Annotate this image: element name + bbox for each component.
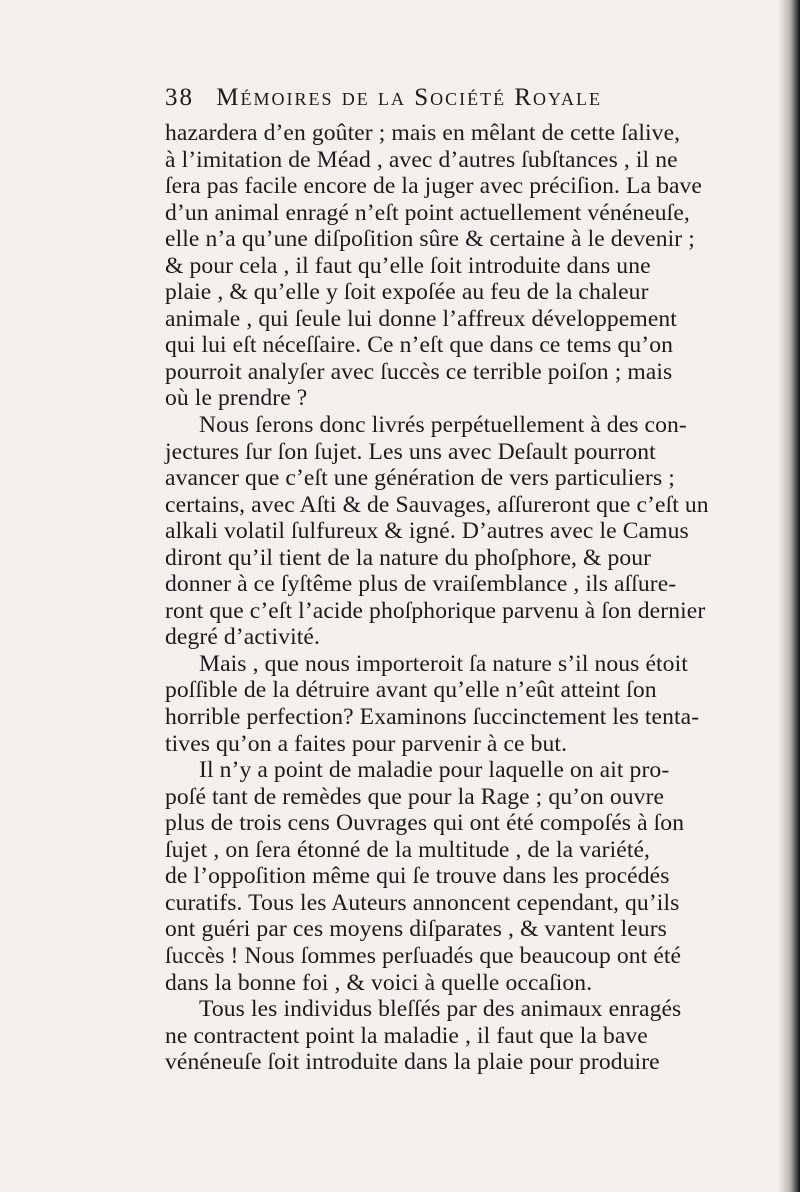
text-line: ſera pas facile encore de la juger avec préciſion. La bave xyxy=(165,173,703,200)
text-line: Tous les individus bleſſés par des animaux enragés xyxy=(199,996,682,1023)
page-edge-shadow xyxy=(778,0,800,1192)
text-line: pourroit analyſer avec ſuccès ce terrible poiſon ; mais xyxy=(165,358,673,385)
text-line: avancer que c’eſt une génération de vers particuliers ; xyxy=(165,465,675,492)
text-line: Mais , que nous importeroit ſa nature s’il nous étoit xyxy=(199,650,688,677)
running-title: Mémoires de la Société Royale xyxy=(216,84,603,111)
text-line: poſſible de la détruire avant qu’elle n’eût atteint ſon xyxy=(165,677,657,704)
text-line: alkali volatil ſulfureux & igné. D’autres avec le Camus xyxy=(165,518,689,545)
text-line: degré d’activité. xyxy=(165,624,320,651)
text-line: ont guéri par ces moyens diſparates , & vantent leurs xyxy=(165,916,667,943)
text-line: d’un animal enragé n’eſt point actuellement vénéneuſe, xyxy=(165,199,690,226)
text-line: certains, avec Aſti & de Sauvages, aſſureront que c’eſt un xyxy=(165,491,709,518)
text-line: poſé tant de remèdes que pour la Rage ; qu’on ouvre xyxy=(165,783,665,810)
text-line: Nous ſerons donc livrés perpétuellement à des con- xyxy=(199,412,687,439)
text-line: diront qu’il tient de la nature du phoſphore, & pour xyxy=(165,544,652,571)
text-line: vénéneuſe ſoit introduite dans la plaie pour produire xyxy=(165,1049,660,1076)
running-header xyxy=(165,84,725,112)
text-line: animale , qui ſeule lui donne l’affreux développement xyxy=(165,305,677,332)
text-line: tives qu’on a faites pour parvenir à ce but. xyxy=(165,730,568,757)
text-line: & pour cela , il faut qu’elle ſoit introduite dans une xyxy=(165,252,651,279)
text-line: ne contractent point la maladie , il faut que la bave xyxy=(165,1022,648,1049)
page-number: 38 xyxy=(165,84,194,111)
text-line: Il n’y a point de maladie pour laquelle on ait pro- xyxy=(199,757,670,784)
text-line: plaie , & qu’elle y ſoit expoſée au feu de la chaleur xyxy=(165,279,649,306)
text-line: où le prendre ? xyxy=(165,385,308,412)
text-line: de l’oppoſition même qui ſe trouve dans les procédés xyxy=(165,863,670,890)
text-line: ſuccès ! Nous ſommes perſuadés que beaucoup ont été xyxy=(165,942,682,969)
text-line: ront que c’eſt l’acide phoſphorique parvenu à ſon dernier xyxy=(165,597,706,624)
text-line: ſujet , on ſera étonné de la multitude , de la variété, xyxy=(165,836,651,863)
text-line: dans la bonne foi , & voici à quelle occaſion. xyxy=(165,969,593,996)
text-line: horrible perfection? Examinons ſuccinctement les tenta- xyxy=(165,704,700,731)
body-text xyxy=(165,120,765,1076)
text-line: donner à ce ſyſtême plus de vraiſemblance , ils aſſure- xyxy=(165,571,677,598)
text-line: qui lui eſt néceſſaire. Ce n’eſt que dans ce tems qu’on xyxy=(165,332,674,359)
text-line: curatifs. Tous les Auteurs annoncent cependant, qu’ils xyxy=(165,889,680,916)
text-line: à l’imitation de Méad , avec d’autres ſubſtances , il ne xyxy=(165,146,678,173)
text-line: jectures ſur ſon ſujet. Les uns avec Deſault pourront xyxy=(165,438,656,465)
text-line: plus de trois cens Ouvrages qui ont été compoſés à ſon xyxy=(165,810,685,837)
text-line: elle n’a qu’une diſpoſition sûre & certaine à le devenir ; xyxy=(165,226,695,253)
text-line: hazardera d’en goûter ; mais en mêlant de cette ſalive, xyxy=(165,120,681,146)
